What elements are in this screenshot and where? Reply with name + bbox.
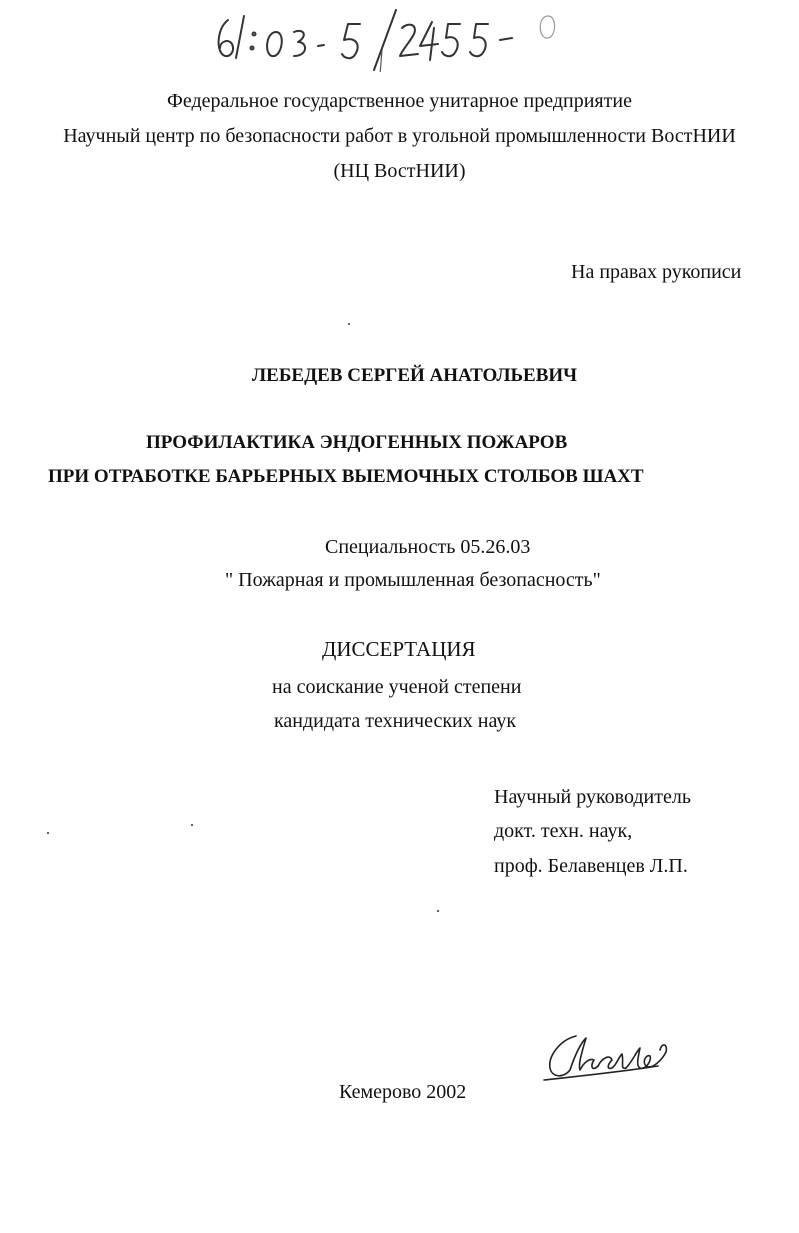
specialty-name: " Пожарная и промышленная безопасность" <box>225 569 601 591</box>
supervisor-name: проф. Белавенцев Л.П. <box>494 855 688 877</box>
org-short-name: (НЦ ВостНИИ) <box>333 160 466 182</box>
degree-line2: кандидата технических наук <box>274 710 517 732</box>
degree-line1: на соискание ученой степени <box>272 676 522 698</box>
rights-notice: На правах рукописи <box>571 261 742 283</box>
scan-speck <box>348 323 350 325</box>
place-year: Кемерово 2002 <box>339 1081 467 1103</box>
author-name: ЛЕБЕДЕВ СЕРГЕЙ АНАТОЛЬЕВИЧ <box>252 365 578 386</box>
supervisor-label: Научный руководитель <box>494 786 691 808</box>
title-line1: ПРОФИЛАКТИКА ЭНДОГЕННЫХ ПОЖАРОВ <box>146 432 568 453</box>
org-name-line2: Научный центр по безопасности работ в угольной промышленности ВостНИИ <box>63 125 736 147</box>
org-name-line1: Федеральное государственное унитарное предприятие <box>167 90 632 112</box>
title-line2: ПРИ ОТРАБОТКЕ БАРЬЕРНЫХ ВЫЕМОЧНЫХ СТОЛБОВ ШАХТ <box>48 466 644 487</box>
scan-speck <box>191 824 193 826</box>
scan-speck <box>47 832 49 834</box>
supervisor-degree: докт. техн. наук, <box>494 820 633 842</box>
dissertation-heading: ДИССЕРТАЦИЯ <box>322 637 476 661</box>
author-signature <box>540 1022 680 1086</box>
handwritten-archive-mark <box>210 2 590 72</box>
specialty-code: Специальность 05.26.03 <box>325 536 531 558</box>
scan-speck <box>437 910 439 912</box>
